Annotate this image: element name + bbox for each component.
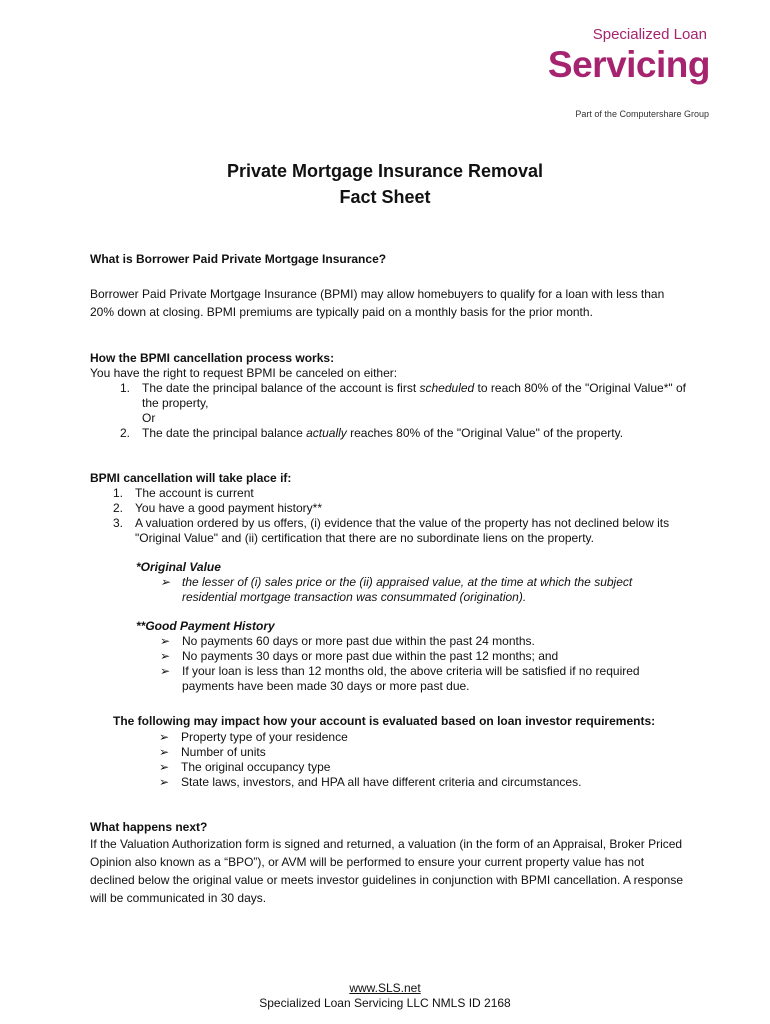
investor-requirements — [90, 712, 690, 790]
list-text: A valuation ordered by us offers, (i) evidence that the value of the property has not declined below its "Original Value" and (ii) certification that there are no subordinate liens on the property. — [135, 516, 670, 545]
list-item — [136, 634, 690, 649]
logo-top-text: Specialized Loan — [592, 26, 707, 43]
arrow-bullet-icon: ➢ — [159, 745, 170, 759]
list-item — [113, 730, 690, 745]
process-intro: You have the right to request BPMI be canceled on either: — [90, 366, 398, 380]
list-text: to reach 80% of the "Original Value*" of the property, — [142, 381, 686, 410]
section-heading-cancellation: BPMI cancellation will take place if: — [90, 471, 292, 485]
sls-website-link[interactable]: www.SLS.net — [349, 981, 421, 995]
page-title — [0, 158, 770, 210]
list-item — [113, 760, 690, 775]
emphasis-text: actually — [306, 426, 347, 440]
list-text: The date the principal balance — [142, 426, 307, 440]
list-text: The date the principal balance of the account is first — [142, 381, 420, 395]
list-item — [136, 649, 690, 664]
list-item — [113, 775, 690, 790]
arrow-bullet-icon: ➢ — [159, 730, 170, 744]
list-item — [136, 664, 690, 694]
logo-wordmark: Servicing — [547, 44, 710, 85]
document-body — [90, 252, 690, 907]
list-text: The account is current — [135, 486, 254, 500]
title-line-2: Fact Sheet — [339, 187, 431, 207]
emphasis-text: scheduled — [419, 381, 475, 395]
section-heading-process: How the BPMI cancellation process works: — [90, 351, 335, 365]
list-text: If your loan is less than 12 months old, the above criteria will be satisfied if no required payments have been made 30 days or more past due. — [182, 664, 640, 693]
list-item — [90, 501, 690, 516]
list-text: Property type of your residence — [181, 730, 348, 744]
list-item — [113, 745, 690, 760]
original-value-heading: *Original Value — [136, 560, 221, 574]
list-number: 1. — [113, 486, 124, 500]
original-value-text: the lesser of (i) sales price or the (ii) appraised value, at the time at which the subject residential mortgage transaction was consummated (origination). — [182, 575, 633, 604]
sls-logo — [540, 26, 710, 120]
list-text: State laws, investors, and HPA all have different criteria and circumstances. — [181, 775, 582, 789]
title-line-1: Private Mortgage Insurance Removal — [226, 161, 544, 181]
arrow-bullet-icon: ➢ — [160, 664, 171, 678]
arrow-bullet-icon: ➢ — [160, 575, 171, 589]
arrow-bullet-icon: ➢ — [159, 760, 170, 774]
nmls-text: Specialized Loan Servicing LLC NMLS ID 2168 — [259, 996, 511, 1010]
list-item — [90, 486, 690, 501]
list-item — [90, 516, 690, 546]
list-number: 3. — [113, 516, 124, 530]
bpmi-description: Borrower Paid Private Mortgage Insurance (BPMI) may allow homebuyers to qualify for a loan with less than 20% down at closing. BPMI premiums are typically paid on a monthly basis for the prior month. — [90, 287, 665, 319]
arrow-bullet-icon: ➢ — [159, 775, 170, 789]
section-heading-next: What happens next? — [90, 820, 208, 834]
list-item — [90, 426, 690, 441]
list-number: 2. — [113, 501, 124, 515]
original-value-definition — [90, 560, 690, 605]
list-number: 1. — [120, 381, 131, 395]
good-payment-history-heading: **Good Payment History — [136, 619, 275, 633]
good-payment-history-definition — [90, 619, 690, 694]
list-text: No payments 60 days or more past due within the past 24 months. — [182, 634, 535, 648]
logo-tagline: Part of the Computershare Group — [575, 109, 709, 119]
arrow-bullet-icon: ➢ — [160, 634, 171, 648]
section-heading-bpmi: What is Borrower Paid Private Mortgage Insurance? — [90, 252, 387, 266]
list-text: Number of units — [181, 745, 266, 759]
list-text: The original occupancy type — [181, 760, 331, 774]
list-text: No payments 30 days or more past due within the past 12 months; and — [182, 649, 559, 663]
or-text: Or — [142, 411, 156, 425]
next-steps-text: If the Valuation Authorization form is signed and returned, a valuation (in the form of an Appraisal, Broker Priced Opinion also known as a “BPO”), or AVM will be performed to ensure your current property value has not declined below the original value or meets investor guidelines in conjunction with BPMI cancellation. A response will be communicated in 30 days. — [90, 837, 684, 905]
list-text: You have a good payment history** — [135, 501, 323, 515]
list-number: 2. — [120, 426, 131, 440]
investor-requirements-heading: The following may impact how your account is evaluated based on loan investor requirements: — [113, 714, 656, 728]
page-footer — [0, 981, 770, 1011]
list-text: reaches 80% of the "Original Value" of the property. — [346, 426, 624, 440]
arrow-bullet-icon: ➢ — [160, 649, 171, 663]
list-item — [90, 381, 690, 426]
